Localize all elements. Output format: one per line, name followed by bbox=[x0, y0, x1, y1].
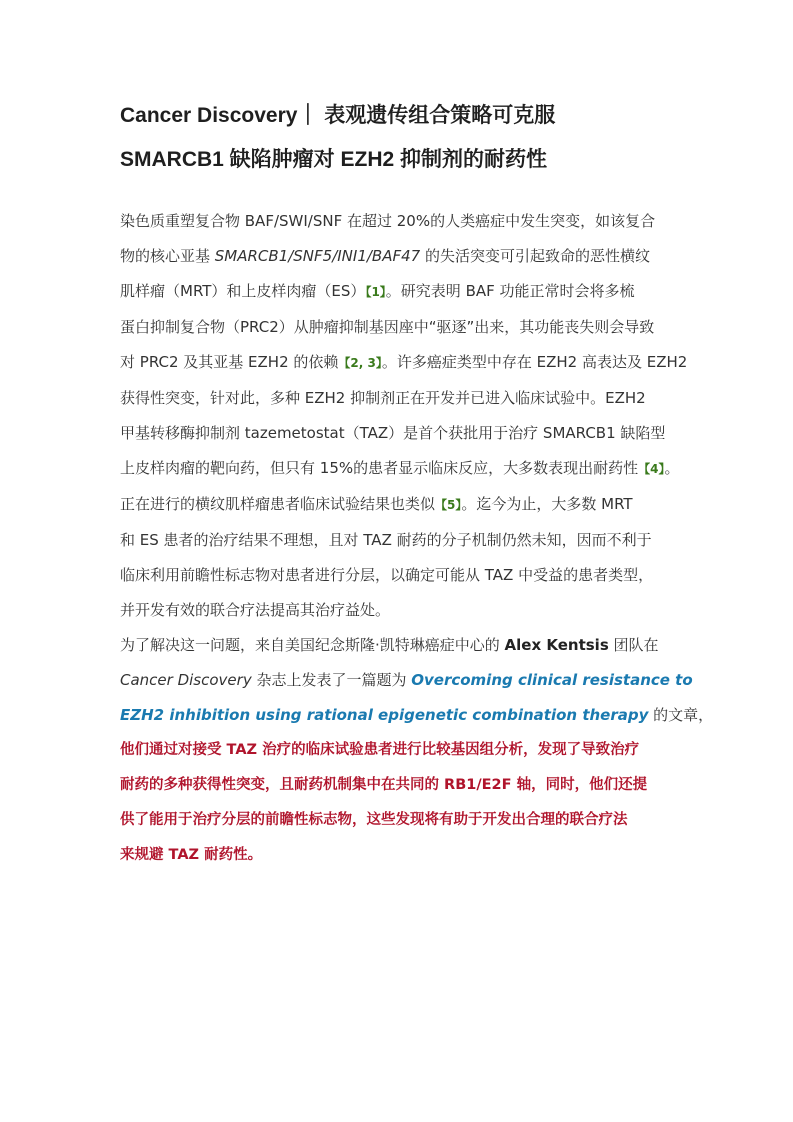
reference-1[interactable]: 【1】 bbox=[365, 285, 386, 299]
text-line: 对 PRC2 及其亚基 EZH2 的依赖【2, 3】。许多癌症类型中存在 EZH2 高表达及 EZH2 bbox=[120, 353, 688, 371]
text-line: 临床利用前瞻性标志物对患者进行分层，以确定可能从 TAZ 中受益的患者类型， bbox=[120, 566, 654, 584]
team-name: Alex Kentsis bbox=[504, 636, 609, 654]
paragraph-study bbox=[120, 628, 714, 733]
text-line: 肌样瘤（MRT）和上皮样肉瘤（ES）【1】。研究表明 BAF 功能正常时会将多梳 bbox=[120, 282, 635, 300]
text-line: 甲基转移酶抑制剂 tazemetostat（TAZ）是首个获批用于治疗 SMARCB1 缺陷型 bbox=[120, 424, 666, 442]
reference-5[interactable]: 【5】 bbox=[435, 498, 462, 512]
text-line: 蛋白抑制复合物（PRC2）从肿瘤抑制基因座中“驱逐”出来，其功能丧失则会导致 bbox=[120, 318, 655, 336]
highlight-line: 来规避 TAZ 耐药性。 bbox=[120, 847, 263, 863]
journal-name: Cancer Discovery bbox=[120, 671, 252, 689]
reference-4[interactable]: 【4】 bbox=[638, 462, 665, 476]
title-line-2: SMARCB1 缺陷肿瘤对 EZH2 抑制剂的耐药性 bbox=[120, 148, 548, 171]
highlight-line: 耐药的多种获得性突变，且耐药机制集中在共同的 RB1/E2F 轴，同时，他们还提 bbox=[120, 777, 648, 793]
text-line: 染色质重塑复合物 BAF/SWI/SNF 在超过 20%的人类癌症中发生突变，如该复合 bbox=[120, 212, 656, 230]
gene-names: SMARCB1/SNF5/INI1/BAF47 bbox=[214, 247, 421, 265]
text-line: 为了解决这一问题，来自美国纪念斯隆·凯特琳癌症中心的 Alex Kentsis 团队在 bbox=[120, 636, 659, 654]
article-link[interactable]: EZH2 inhibition using rational epigenetic combination therapy bbox=[120, 706, 649, 724]
article-link[interactable]: Overcoming clinical resistance to bbox=[411, 671, 693, 689]
text-line: 和 ES 患者的治疗结果不理想，且对 TAZ 耐药的分子机制仍然未知，因而不利于 bbox=[120, 531, 652, 549]
text-line: 物的核心亚基 SMARCB1/SNF5/INI1/BAF47 的失活突变可引起致命的恶性横纹 bbox=[120, 247, 650, 265]
paragraph-highlight bbox=[120, 733, 676, 873]
text-line: 正在进行的横纹肌样瘤患者临床试验结果也类似【5】。迄今为止，大多数 MRT bbox=[120, 495, 633, 513]
text-line: 获得性突变，针对此，多种 EZH2 抑制剂正在开发并已进入临床试验中。EZH2 bbox=[120, 389, 646, 407]
paragraph-intro bbox=[120, 204, 688, 628]
article bbox=[120, 94, 714, 873]
highlight-line: 他们通过对接受 TAZ 治疗的临床试验患者进行比较基因组分析，发现了导致治疗 bbox=[120, 742, 640, 758]
text-line: Cancer Discovery 杂志上发表了一篇题为 Overcoming clinical resistance to bbox=[120, 671, 693, 689]
title-line-1: Cancer Discovery｜ 表观遗传组合策略可克服 bbox=[120, 104, 556, 127]
highlight-line: 供了能用于治疗分层的前瞻性标志物，这些发现将有助于开发出合理的联合疗法 bbox=[120, 812, 628, 828]
text-line: 上皮样肉瘤的靶向药，但只有 15%的患者显示临床反应，大多数表现出耐药性【4】。 bbox=[120, 459, 680, 477]
text-line: EZH2 inhibition using rational epigenetic combination therapy 的文章， bbox=[120, 706, 714, 724]
article-title bbox=[120, 94, 676, 182]
reference-2-3[interactable]: 【2, 3】 bbox=[338, 356, 382, 370]
text-line: 并开发有效的联合疗法提高其治疗益处。 bbox=[120, 601, 391, 619]
